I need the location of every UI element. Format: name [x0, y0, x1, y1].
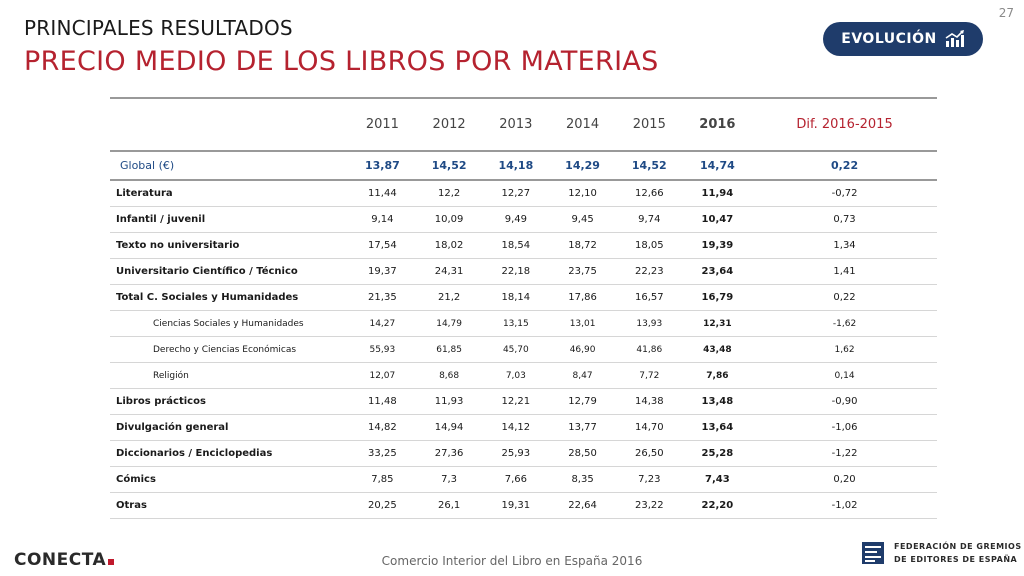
row-label: Infantil / juvenil [110, 207, 349, 233]
row-label: Derecho y Ciencias Económicas [110, 337, 349, 363]
table-row [110, 441, 937, 467]
cell-value: 27,36 [416, 441, 483, 467]
cell-value: 41,86 [616, 337, 683, 363]
evolucion-label: EVOLUCIÓN [841, 31, 937, 47]
cell-value: 22,18 [482, 259, 549, 285]
slide-number: 27 [998, 6, 1014, 20]
cell-value: 14,27 [349, 311, 416, 337]
cell-value: 13,48 [683, 389, 752, 415]
cell-value: 10,09 [416, 207, 483, 233]
cell-value: 19,37 [349, 259, 416, 285]
column-header: 2014 [549, 98, 616, 151]
cell-value: 7,43 [683, 467, 752, 493]
cell-value: 7,23 [616, 467, 683, 493]
cell-value: 20,25 [349, 493, 416, 519]
cell-value: 45,70 [482, 337, 549, 363]
table-row [110, 467, 937, 493]
cell-value: 8,68 [416, 363, 483, 389]
cell-value: 12,31 [683, 311, 752, 337]
cell-value: 33,25 [349, 441, 416, 467]
cell-value: 43,48 [683, 337, 752, 363]
cell-value: 28,50 [549, 441, 616, 467]
evolucion-button[interactable] [823, 22, 983, 56]
cell-value: 7,03 [482, 363, 549, 389]
row-label: Divulgación general [110, 415, 349, 441]
row-label: Diccionarios / Enciclopedias [110, 441, 349, 467]
cell-value: 24,31 [416, 259, 483, 285]
cell-value: 14,18 [482, 151, 549, 180]
cell-value: 18,72 [549, 233, 616, 259]
cell-value: -1,06 [752, 415, 937, 441]
column-header: Dif. 2016-2015 [752, 98, 937, 151]
cell-value: 12,21 [482, 389, 549, 415]
cell-value: 0,22 [752, 151, 937, 180]
cell-value: 11,48 [349, 389, 416, 415]
fge-logo-line1: FEDERACIÓN DE GREMIOS [894, 542, 1022, 551]
cell-value: 7,86 [683, 363, 752, 389]
cell-value: 14,12 [482, 415, 549, 441]
cell-value: 17,86 [549, 285, 616, 311]
cell-value: 14,82 [349, 415, 416, 441]
cell-value: 10,47 [683, 207, 752, 233]
cell-value: 25,28 [683, 441, 752, 467]
cell-value: 13,93 [616, 311, 683, 337]
footer-text: Comercio Interior del Libro en España 2016 [381, 554, 643, 568]
fge-emblem-icon [860, 540, 886, 566]
cell-value: 14,70 [616, 415, 683, 441]
table-header-row [110, 98, 937, 151]
cell-value: 21,35 [349, 285, 416, 311]
section-heading: PRINCIPALES RESULTADOS [24, 16, 293, 40]
cell-value: 8,35 [549, 467, 616, 493]
table-row [110, 415, 937, 441]
cell-value: 13,87 [349, 151, 416, 180]
cell-value: 0,20 [752, 467, 937, 493]
cell-value: 12,2 [416, 180, 483, 207]
row-label: Religión [110, 363, 349, 389]
cell-value: 14,74 [683, 151, 752, 180]
cell-value: 18,02 [416, 233, 483, 259]
table-row [110, 311, 937, 337]
cell-value: 12,10 [549, 180, 616, 207]
cell-value: 12,66 [616, 180, 683, 207]
cell-value: 13,01 [549, 311, 616, 337]
table-row [110, 337, 937, 363]
cell-value: 7,66 [482, 467, 549, 493]
cell-value: 9,74 [616, 207, 683, 233]
cell-value: 23,75 [549, 259, 616, 285]
cell-value: 11,94 [683, 180, 752, 207]
cell-value: 14,29 [549, 151, 616, 180]
cell-value: 12,79 [549, 389, 616, 415]
column-header: 2015 [616, 98, 683, 151]
cell-value: 13,15 [482, 311, 549, 337]
cell-value: 0,22 [752, 285, 937, 311]
header-empty [110, 98, 349, 151]
cell-value: 8,47 [549, 363, 616, 389]
cell-value: 1,34 [752, 233, 937, 259]
cell-value: -1,62 [752, 311, 937, 337]
cell-value: 22,20 [683, 493, 752, 519]
cell-value: 61,85 [416, 337, 483, 363]
cell-value: 14,94 [416, 415, 483, 441]
conecta-logo-text: CONECTA [14, 550, 107, 570]
cell-value: 12,27 [482, 180, 549, 207]
cell-value: 46,90 [549, 337, 616, 363]
cell-value: 12,07 [349, 363, 416, 389]
cell-value: 19,31 [482, 493, 549, 519]
cell-value: -0,72 [752, 180, 937, 207]
column-header: 2016 [683, 98, 752, 151]
cell-value: 7,3 [416, 467, 483, 493]
table-row [110, 493, 937, 519]
cell-value: 21,2 [416, 285, 483, 311]
cell-value: -1,22 [752, 441, 937, 467]
cell-value: 25,93 [482, 441, 549, 467]
cell-value: 14,52 [416, 151, 483, 180]
column-header: 2012 [416, 98, 483, 151]
price-table [110, 97, 937, 519]
row-label: Cómics [110, 467, 349, 493]
cell-value: -1,02 [752, 493, 937, 519]
cell-value: 0,73 [752, 207, 937, 233]
cell-value: 14,38 [616, 389, 683, 415]
table-row [110, 285, 937, 311]
global-row [110, 151, 937, 180]
cell-value: 0,14 [752, 363, 937, 389]
row-label: Global (€) [110, 151, 349, 180]
cell-value: 11,44 [349, 180, 416, 207]
row-label: Ciencias Sociales y Humanidades [110, 311, 349, 337]
table-row [110, 363, 937, 389]
cell-value: 18,05 [616, 233, 683, 259]
cell-value: 16,79 [683, 285, 752, 311]
row-label: Texto no universitario [110, 233, 349, 259]
row-label: Otras [110, 493, 349, 519]
table-row [110, 233, 937, 259]
cell-value: -0,90 [752, 389, 937, 415]
cell-value: 18,54 [482, 233, 549, 259]
table-row [110, 389, 937, 415]
fge-logo [860, 540, 1022, 566]
column-header: 2013 [482, 98, 549, 151]
trend-chart-icon [945, 30, 965, 48]
cell-value: 23,64 [683, 259, 752, 285]
cell-value: 26,50 [616, 441, 683, 467]
cell-value: 11,93 [416, 389, 483, 415]
cell-value: 55,93 [349, 337, 416, 363]
cell-value: 17,54 [349, 233, 416, 259]
cell-value: 23,22 [616, 493, 683, 519]
row-label: Libros prácticos [110, 389, 349, 415]
cell-value: 7,85 [349, 467, 416, 493]
cell-value: 14,79 [416, 311, 483, 337]
cell-value: 13,64 [683, 415, 752, 441]
cell-value: 13,77 [549, 415, 616, 441]
fge-logo-line2: DE EDITORES DE ESPAÑA [894, 555, 1018, 564]
row-label: Total C. Sociales y Humanidades [110, 285, 349, 311]
cell-value: 14,52 [616, 151, 683, 180]
page-title: PRECIO MEDIO DE LOS LIBROS POR MATERIAS [24, 46, 659, 77]
cell-value: 9,49 [482, 207, 549, 233]
cell-value: 1,62 [752, 337, 937, 363]
cell-value: 22,64 [549, 493, 616, 519]
row-label: Universitario Científico / Técnico [110, 259, 349, 285]
column-header: 2011 [349, 98, 416, 151]
cell-value: 9,14 [349, 207, 416, 233]
cell-value: 16,57 [616, 285, 683, 311]
cell-value: 18,14 [482, 285, 549, 311]
table-row [110, 259, 937, 285]
cell-value: 1,41 [752, 259, 937, 285]
table-row [110, 180, 937, 207]
cell-value: 22,23 [616, 259, 683, 285]
row-label: Literatura [110, 180, 349, 207]
cell-value: 7,72 [616, 363, 683, 389]
cell-value: 26,1 [416, 493, 483, 519]
table-row [110, 207, 937, 233]
cell-value: 9,45 [549, 207, 616, 233]
cell-value: 19,39 [683, 233, 752, 259]
